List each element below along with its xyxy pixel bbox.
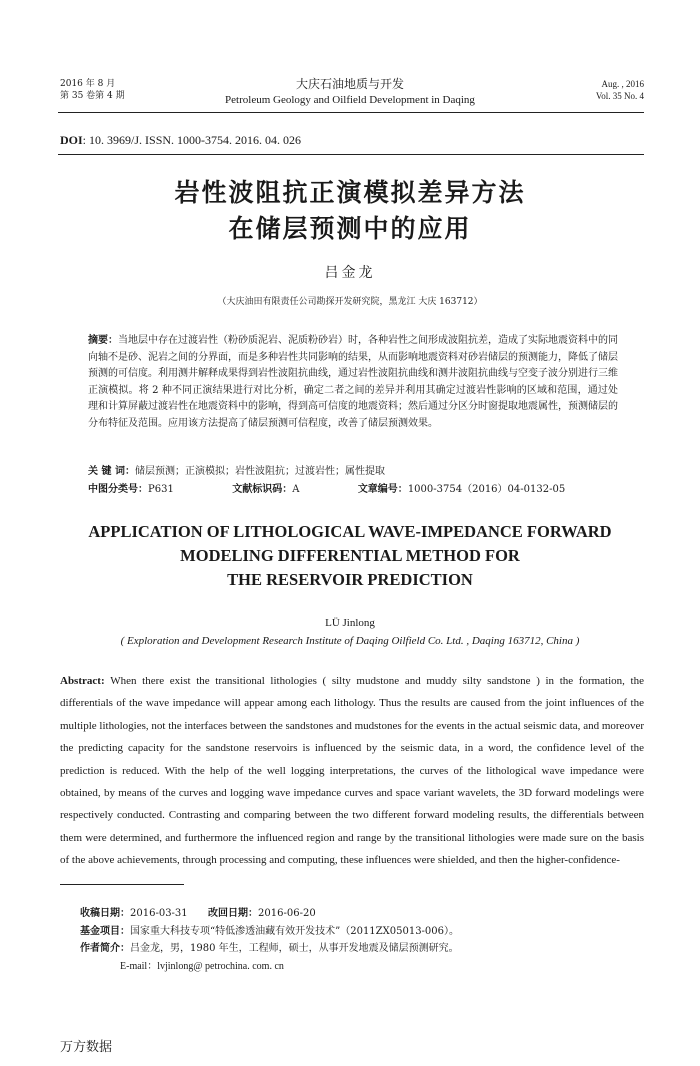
abstract-cn	[88, 333, 618, 432]
journal-title-en: Petroleum Geology and Oilfield Development in Daqing	[225, 94, 475, 106]
title-cn-line1: 岩性波阻抗正演模拟差异方法	[174, 178, 526, 207]
clc-value: P631	[148, 484, 174, 495]
doi-rule	[58, 154, 644, 155]
revised-value: 2016-06-20	[258, 908, 316, 919]
page-title-en	[60, 520, 640, 592]
journal-title-cn: 大庆石油地质与开发	[295, 77, 404, 91]
title-cn-line2: 在储层预测中的应用	[228, 214, 472, 243]
affiliation-cn: （大庆油田有限责任公司勘探开发研究院，黑龙江 大庆 163712）	[217, 297, 483, 307]
author-bio-line	[80, 940, 459, 958]
title-en-line1: APPLICATION OF LITHOLOGICAL WAVE-IMPEDANCE FORWARD	[88, 522, 612, 541]
volume-issue-en: Vol. 35 No. 4	[595, 91, 644, 101]
author-bio-value: 吕金龙，男，1980 年生，工程师，硕士，从事开发地震及储层预测研究。	[130, 943, 459, 954]
doi-label: DOI	[60, 133, 83, 147]
journal-title	[160, 76, 540, 108]
author-email[interactable]: E-mail：lvjinlong@ petrochina. com. cn	[120, 960, 284, 972]
received-label: 收稿日期：	[80, 908, 130, 919]
author-en: LÜ Jinlong	[325, 617, 375, 629]
dates-line	[80, 905, 459, 923]
author-bio-label: 作者简介：	[80, 943, 130, 954]
article-no-value: 1000-3754（2016）04-0132-05	[407, 484, 566, 495]
issue-date-en: Aug. , 2016	[601, 79, 644, 89]
title-en-line3: THE RESERVOIR PREDICTION	[227, 570, 473, 589]
title-en-line2: MODELING DIFFERENTIAL METHOD FOR	[180, 546, 520, 565]
abstract-cn-text: 当地层中存在过渡岩性（粉砂质泥岩、泥质粉砂岩）时，各种岩性之间形成波阻抗差，造成了实际地震资料中的同向轴不是砂、泥岩之间的分界面，而是多种岩性共同影响的结果，从而影响地震资料对砂岩储层的预测能力，降低了储层预测的可信度。利用测井解释成果得到岩性波阻抗曲线，通过岩性波阻抗曲线和测井波阻抗曲线与空变子波分别进行三维正演模拟。将 2 种不同正演结果进行对比分析，确定二者之间的差异并利用其确定过渡岩性影响的区域和范围，通过处理和计算屏蔽过渡岩性在地震资料中的影响，得到高可信度的地震资料；然后通过分区分时窗提取地震属性，预测储层的分布特征及范围。应用该方法提高了储层预测可信程度，改善了储层预测效果。	[88, 335, 618, 429]
keywords-cn-label: 关 键 词：	[88, 466, 135, 477]
header-rule	[58, 112, 644, 113]
fund-line	[80, 923, 459, 941]
revised-label: 改回日期：	[208, 908, 259, 919]
keywords-cn-text: 储层预测；正演模拟；岩性波阻抗；过渡岩性；属性提取	[134, 466, 385, 477]
abstract-en-label: Abstract	[60, 675, 101, 687]
issue-date: 2016 年 8 月	[60, 79, 116, 89]
classification-line	[88, 482, 618, 499]
doc-code-label: 文献标识码：	[232, 484, 293, 495]
footnote-rule	[60, 884, 184, 885]
journal-date-volume-en	[596, 78, 644, 102]
doi: DOI: 10. 3969/J. ISSN. 1000-3754. 2016. 04. 026	[60, 133, 302, 147]
volume-issue: 第 35 卷第 4 期	[60, 91, 125, 101]
clc-label: 中图分类号：	[88, 484, 148, 495]
received-value: 2016-03-31	[130, 908, 188, 919]
doi-value: 10. 3969/J. ISSN. 1000-3754. 2016. 04. 026	[89, 133, 302, 147]
footnotes	[80, 905, 459, 975]
article-no-label: 文章编号：	[357, 484, 408, 495]
fund-value: 国家重大科技专项“特低渗透油藏有效开发技术”（2011ZX05013-006）。	[130, 925, 460, 937]
journal-date-volume	[60, 78, 125, 102]
watermark: 万方数据	[60, 1040, 113, 1055]
author-cn: 吕金龙	[324, 265, 376, 281]
affiliation-en: ( Exploration and Development Research Institute of Daqing Oilfield Co. Ltd. , Daqing 163712, China )	[120, 635, 580, 647]
page-title-cn	[0, 175, 700, 247]
keywords-cn	[88, 464, 618, 481]
abstract-cn-label: 摘要：	[88, 335, 118, 346]
abstract-en-text: When there exist the transitional lithologies ( silty mudstone and muddy silty sandstone ) in the formation, the differentials of the wave impedance will appear among each lithology. Thus the results are caused from the joint influences of the multiple lithologies, not the interfaces between the sandstones and mudstones for the events in the actual seismic data, and moreover the predicting capacity for the sandstone reservoirs is influenced by the seismic data, in a word, the confidence level of the prediction is reduced. With the help of the well logging interpretations, the curves of the lithological wave impedance were obtained, by means of the curves and logging wave impedance curves and space variant wavelets, the 3D forward modelings were respectively conducted. Contrasting and comparing between the two different forward modeling results, the differentials between them were determined, and furthermore the influenced region and range by the transitional lithologies were made sure on the basis of the above achievements, through processing and computing, these influences were shielded, and then the higher-confidence-	[60, 675, 644, 867]
fund-label: 基金项目：	[80, 925, 130, 937]
abstract-en: Abstract: When there exist the transitional lithologies ( silty mudstone and muddy silty sandstone ) in the formation, the differentials of the wave impedance will appear among each lithology. Thus the results are caused from the joint influences of the multiple lithologies, not the interfaces between the sandstones and mudstones for the events in the actual seismic data, and moreover the predicting capacity for the sandstone reservoirs is influenced by the seismic data, in a word, the confidence level of the prediction is reduced. With the help of the well logging interpretations, the curves of the lithological wave impedance were obtained, by means of the curves and logging wave impedance curves and space variant wavelets, the 3D forward modelings were respectively conducted. Contrasting and comparing between the two different forward modeling results, the differentials between them were determined, and furthermore the influenced region and range by the transitional lithologies were made sure on the basis of the above achievements, through processing and computing, these influences were shielded, and then the higher-confidence-	[60, 675, 644, 867]
doc-code-value: A	[292, 484, 300, 495]
